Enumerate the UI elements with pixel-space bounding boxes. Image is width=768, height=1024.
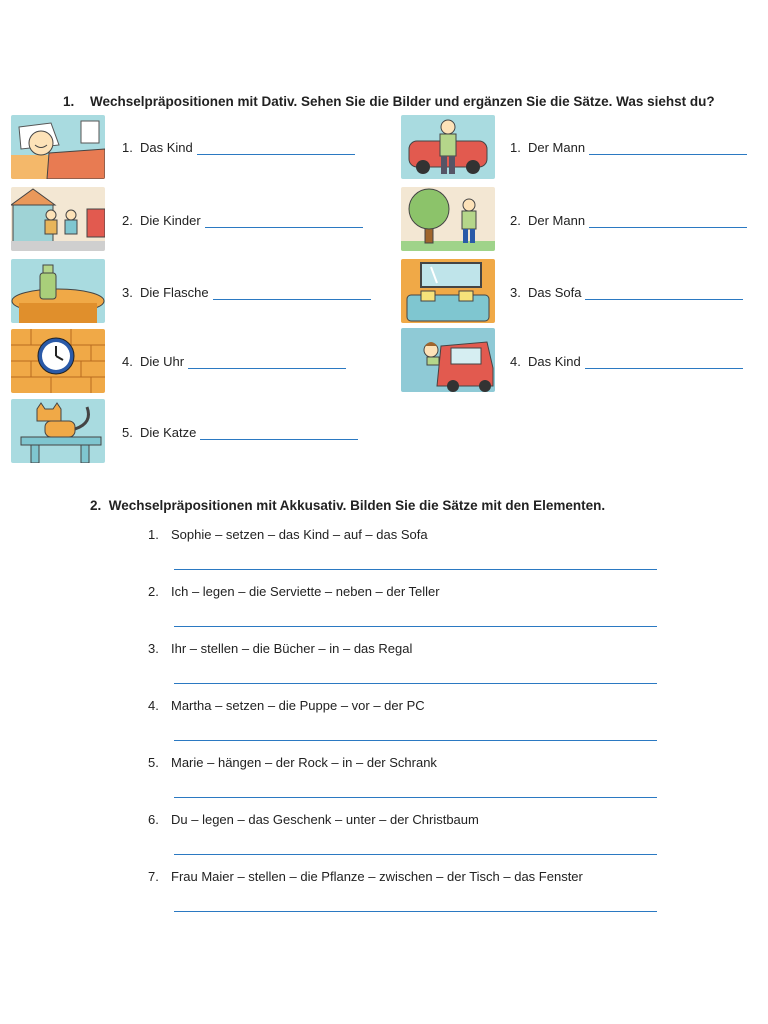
answer-blank[interactable] bbox=[589, 213, 747, 228]
akkusativ-item-3 bbox=[148, 641, 412, 656]
man-in-front-of-car-picture bbox=[401, 115, 495, 179]
answer-line-6[interactable] bbox=[174, 854, 657, 855]
clock-on-wall-picture bbox=[11, 329, 105, 393]
section-2-title: Wechselpräpositionen mit Akkusativ. Bilden Sie die Sätze mit den Elementen. bbox=[108, 498, 606, 513]
akkusativ-item-2 bbox=[148, 584, 440, 599]
item-text: Das Kind bbox=[140, 140, 193, 155]
item-text: Ihr – stellen – die Bücher – in – das Regal bbox=[171, 641, 413, 656]
section-1-number: 1. bbox=[63, 94, 75, 109]
answer-blank[interactable] bbox=[585, 354, 743, 369]
item-number: 4. bbox=[122, 354, 133, 369]
child-in-car-picture bbox=[401, 328, 495, 392]
dativ-right-item-3 bbox=[510, 285, 743, 300]
item-text: Du – legen – das Geschenk – unter – der Christbaum bbox=[171, 812, 479, 827]
akkusativ-item-4 bbox=[148, 698, 425, 713]
item-number: 6. bbox=[148, 812, 159, 827]
item-number: 1. bbox=[510, 140, 521, 155]
cat-on-railing-picture bbox=[11, 399, 105, 463]
dativ-right-item-4 bbox=[510, 354, 743, 369]
answer-blank[interactable] bbox=[205, 213, 363, 228]
child-in-bed-picture bbox=[11, 115, 105, 179]
children-by-house-picture bbox=[11, 187, 105, 251]
akkusativ-item-6 bbox=[148, 812, 479, 827]
answer-blank[interactable] bbox=[585, 285, 743, 300]
bottle-on-table-picture bbox=[11, 259, 105, 323]
item-text: Marie – hängen – der Rock – in – der Schrank bbox=[171, 755, 437, 770]
item-text: Die Kinder bbox=[140, 213, 201, 228]
answer-blank[interactable] bbox=[197, 140, 355, 155]
section-1-title: Wechselpräpositionen mit Dativ. Sehen Sie die Bilder und ergänzen Sie die Sätze. Was siehst du? bbox=[90, 94, 715, 109]
item-number: 2. bbox=[510, 213, 521, 228]
item-number: 4. bbox=[148, 698, 159, 713]
dativ-left-item-1 bbox=[122, 140, 355, 155]
item-number: 5. bbox=[122, 425, 133, 440]
item-number: 1. bbox=[122, 140, 133, 155]
man-beside-tree-picture bbox=[401, 187, 495, 251]
item-number: 4. bbox=[510, 354, 521, 369]
answer-line-1[interactable] bbox=[174, 569, 657, 570]
akkusativ-item-7 bbox=[148, 869, 583, 884]
item-text: Das Kind bbox=[528, 354, 581, 369]
item-text: Das Sofa bbox=[528, 285, 582, 300]
item-text: Die Katze bbox=[140, 425, 197, 440]
item-text: Der Mann bbox=[528, 213, 586, 228]
item-text: Sophie – setzen – das Kind – auf – das Sofa bbox=[171, 527, 428, 542]
answer-line-4[interactable] bbox=[174, 740, 657, 741]
item-text: Ich – legen – die Serviette – neben – der Teller bbox=[171, 584, 440, 599]
item-number: 3. bbox=[122, 285, 133, 300]
answer-blank[interactable] bbox=[589, 140, 747, 155]
item-number: 3. bbox=[148, 641, 159, 656]
dativ-left-item-4 bbox=[122, 354, 346, 369]
section-2-heading bbox=[90, 498, 605, 513]
item-number: 2. bbox=[122, 213, 133, 228]
dativ-left-item-2 bbox=[122, 213, 363, 228]
answer-line-3[interactable] bbox=[174, 683, 657, 684]
item-number: 2. bbox=[148, 584, 159, 599]
akkusativ-item-1 bbox=[148, 527, 428, 542]
item-number: 3. bbox=[510, 285, 521, 300]
dativ-left-item-3 bbox=[122, 285, 371, 300]
akkusativ-item-5 bbox=[148, 755, 437, 770]
item-text: Martha – setzen – die Puppe – vor – der PC bbox=[171, 698, 425, 713]
item-text: Die Uhr bbox=[140, 354, 185, 369]
item-text: Frau Maier – stellen – die Pflanze – zwischen – der Tisch – das Fenster bbox=[171, 869, 583, 884]
answer-line-7[interactable] bbox=[174, 911, 657, 912]
sofa-under-window-picture bbox=[401, 259, 495, 323]
section-2-number: 2. bbox=[90, 498, 102, 513]
answer-blank[interactable] bbox=[213, 285, 371, 300]
item-text: Die Flasche bbox=[140, 285, 209, 300]
item-text: Der Mann bbox=[528, 140, 586, 155]
answer-blank[interactable] bbox=[200, 425, 358, 440]
dativ-right-item-2 bbox=[510, 213, 747, 228]
answer-line-2[interactable] bbox=[174, 626, 657, 627]
answer-blank[interactable] bbox=[188, 354, 346, 369]
answer-line-5[interactable] bbox=[174, 797, 657, 798]
item-number: 1. bbox=[148, 527, 159, 542]
item-number: 7. bbox=[148, 869, 159, 884]
item-number: 5. bbox=[148, 755, 159, 770]
dativ-right-item-1 bbox=[510, 140, 747, 155]
dativ-left-item-5 bbox=[122, 425, 358, 440]
section-1-heading bbox=[63, 94, 715, 109]
